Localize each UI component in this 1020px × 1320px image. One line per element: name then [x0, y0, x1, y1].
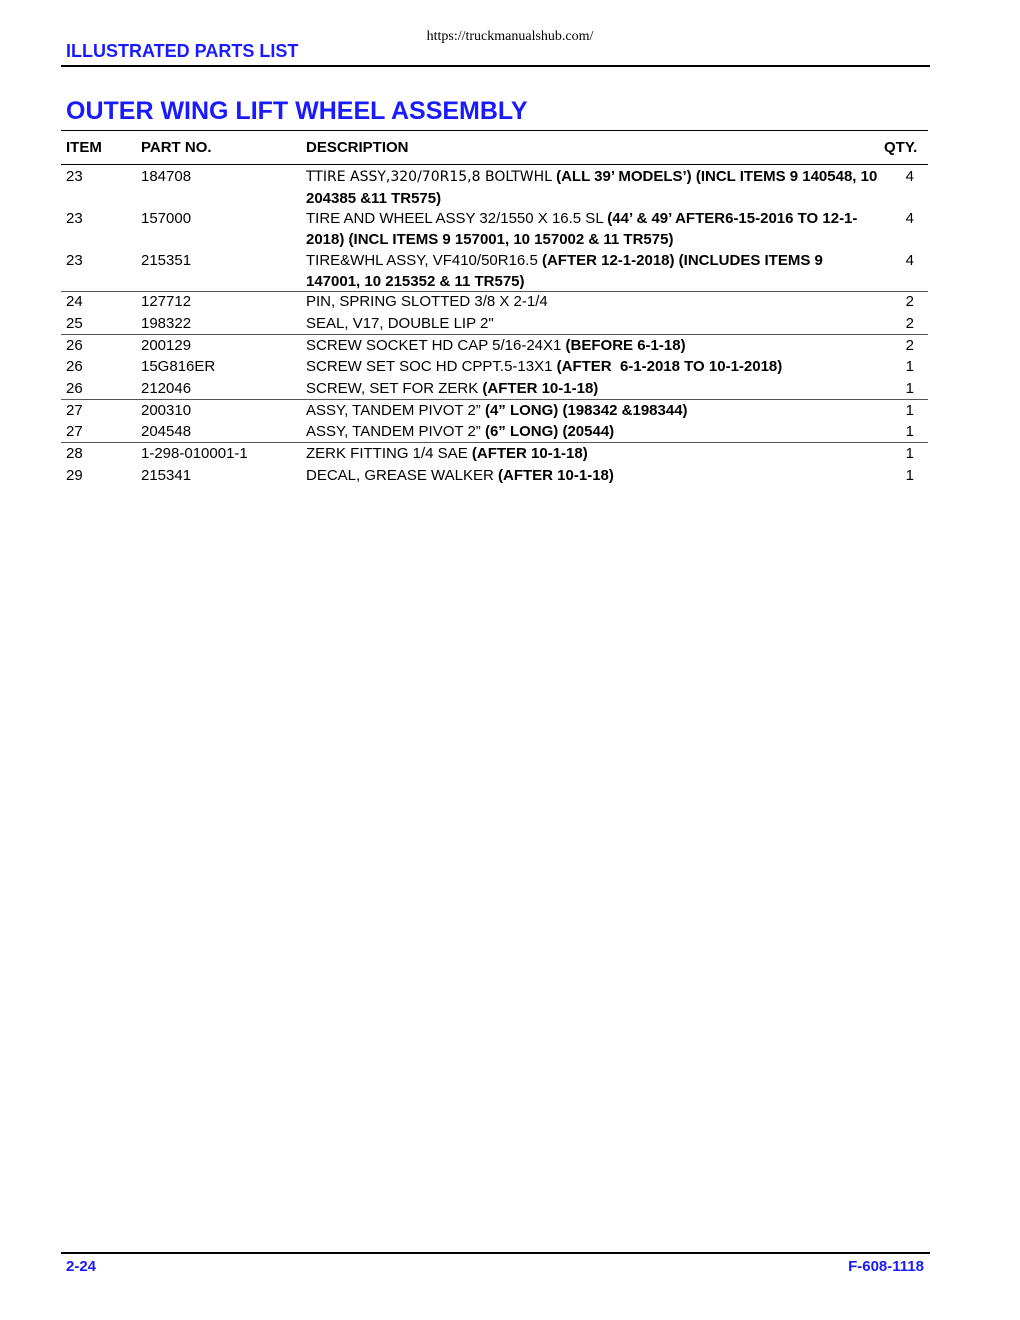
- description: [306, 465, 881, 486]
- description: [306, 443, 881, 464]
- item-number: 27: [66, 423, 83, 440]
- part-number: 215351: [141, 252, 192, 269]
- item-number: 24: [66, 293, 83, 310]
- part-number: 212046: [141, 380, 192, 397]
- column-header-qty: QTY.: [884, 139, 918, 156]
- item-number: 26: [66, 380, 83, 397]
- description-note: (AFTER 12-1-2018) (INCLUDES ITEMS 9 147001, 10 215352 & 11 TR575): [306, 252, 823, 290]
- item-number: 23: [66, 252, 83, 269]
- quantity: 2: [905, 337, 914, 354]
- part-number: 215341: [141, 467, 192, 484]
- description-text: ASSY, TANDEM PIVOT 2”: [306, 423, 481, 440]
- part-number: 1-298-010001-1: [141, 445, 248, 462]
- item-number: 28: [66, 445, 83, 462]
- description-text: ASSY, TANDEM PIVOT 2”: [306, 402, 481, 419]
- part-number: 200129: [141, 337, 192, 354]
- description-note: (4” LONG) (198342 &198344): [484, 402, 688, 419]
- table-header-rule: [61, 164, 928, 165]
- description-text: ZERK FITTING 1/4 SAE: [306, 445, 468, 462]
- part-number: 200310: [141, 402, 192, 419]
- description-text: SCREW SET SOC HD CPPT.5-13X1: [306, 358, 553, 375]
- section-title: ILLUSTRATED PARTS LIST: [66, 41, 299, 61]
- description-note: (6” LONG) (20544): [484, 423, 615, 440]
- description: [306, 208, 881, 250]
- description-text: PIN, SPRING SLOTTED 3/8 X 2-1/4: [306, 293, 548, 310]
- item-number: 26: [66, 337, 83, 354]
- quantity: 4: [905, 210, 914, 227]
- table-top-rule: [61, 130, 928, 131]
- item-number: 23: [66, 210, 83, 227]
- item-number: 23: [66, 168, 83, 185]
- description-note: (AFTER 10-1-18): [482, 380, 599, 397]
- description-note: (AFTER 10-1-18): [471, 445, 588, 462]
- description-note: (BEFORE 6-1-18): [565, 337, 686, 354]
- page-title: OUTER WING LIFT WHEEL ASSEMBLY: [66, 97, 528, 125]
- quantity: 1: [905, 423, 914, 440]
- description: [306, 291, 881, 312]
- part-number: 15G816ER: [141, 358, 216, 375]
- item-number: 25: [66, 315, 83, 332]
- quantity: 1: [905, 358, 914, 375]
- description-text: SCREW, SET FOR ZERK: [306, 380, 479, 397]
- description: [306, 400, 881, 421]
- item-number: 27: [66, 402, 83, 419]
- source-url: https://truckmanualshub.com/: [426, 29, 594, 44]
- item-number: 29: [66, 467, 83, 484]
- description: [306, 166, 881, 209]
- header-rule: [61, 65, 930, 67]
- document-number: F-608-1118: [848, 1258, 924, 1275]
- description-note: (AFTER 10-1-18): [498, 467, 614, 484]
- column-header-item: ITEM: [66, 139, 102, 156]
- quantity: 1: [905, 445, 914, 462]
- part-number: 198322: [141, 315, 192, 332]
- quantity: 2: [905, 293, 914, 310]
- part-number: 157000: [141, 210, 192, 227]
- quantity: 2: [905, 315, 914, 332]
- description-text: TIRE AND WHEEL ASSY 32/1550 X 16.5 SL: [306, 210, 604, 227]
- column-header-description: DESCRIPTION: [306, 139, 409, 156]
- item-number: 26: [66, 358, 83, 375]
- page-number: 2-24: [66, 1258, 97, 1275]
- quantity: 1: [905, 467, 914, 484]
- quantity: 4: [905, 168, 914, 185]
- description-text: TIRE&WHL ASSY, VF410/50R16.5: [306, 252, 538, 269]
- quantity: 1: [905, 380, 914, 397]
- quantity: 1: [905, 402, 914, 419]
- description-text: DECAL, GREASE WALKER: [306, 467, 494, 484]
- footer-rule: [61, 1252, 930, 1254]
- description: [306, 335, 881, 356]
- description-note: (44’ & 49’ AFTER6-15-2016 TO 12-1-2018) (INCL ITEMS 9 157001, 10 157002 & 11 TR575): [306, 210, 858, 248]
- description-note: (AFTER 6-1-2018 TO 10-1-2018): [556, 358, 783, 375]
- description: [306, 421, 881, 442]
- part-number: 127712: [141, 293, 192, 310]
- description: [306, 250, 881, 292]
- part-number: 184708: [141, 168, 192, 185]
- description-text: SCREW SOCKET HD CAP 5/16-24X1: [306, 337, 562, 354]
- description: [306, 313, 881, 334]
- quantity: 4: [905, 252, 914, 269]
- description: [306, 356, 881, 377]
- description: [306, 378, 881, 399]
- description-text: TTIRE ASSY,320/70R15,8 BOLTWHL: [306, 169, 552, 185]
- column-header-part-no: PART NO.: [141, 139, 212, 156]
- description-note: (ALL 39’ MODELS’) (INCL ITEMS 9 140548, 10 204385 &11 TR575): [306, 168, 878, 207]
- part-number: 204548: [141, 423, 192, 440]
- description-text: SEAL, V17, DOUBLE LIP 2": [306, 315, 494, 332]
